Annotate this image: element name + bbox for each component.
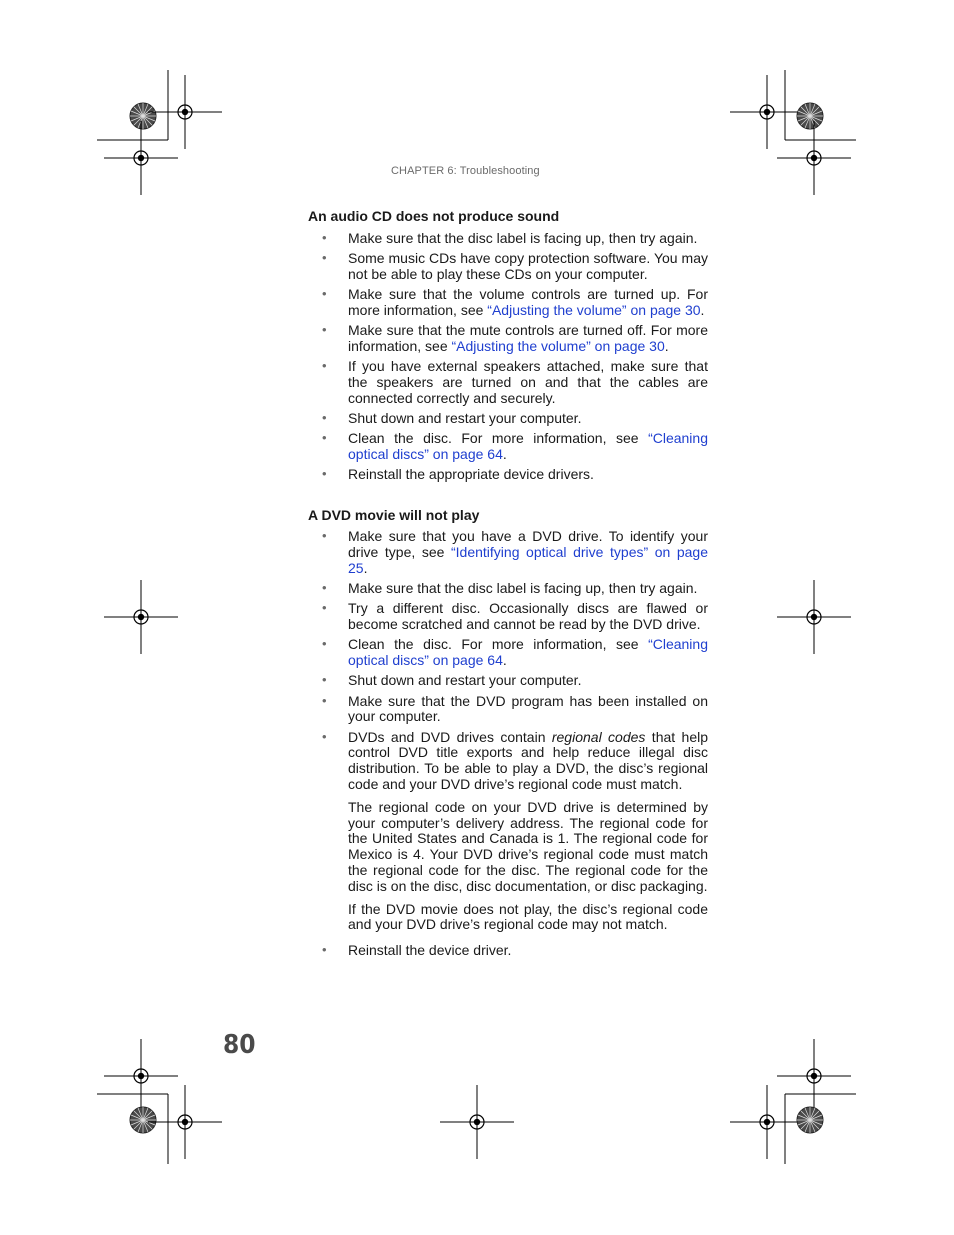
audio-cd-list (308, 231, 708, 483)
list-item: • Shut down and restart your computer. (322, 409, 582, 426)
xref-link-cleaning-discs[interactable]: “Cleaning optical discs” on page 64 (348, 429, 708, 462)
bullet-icon: • (322, 285, 327, 301)
list-item: • Some music CDs have copy protection software. You may not be able to play these CDs on your computer. (322, 249, 708, 282)
xref-link-adjusting-volume[interactable]: “Adjusting the volume” on page 30 (451, 337, 665, 354)
bullet-icon: • (322, 528, 327, 544)
bullet-icon: • (322, 229, 327, 245)
bullet-icon: • (322, 357, 327, 373)
running-header: CHAPTER 6: Troubleshooting (391, 165, 540, 177)
list-item: • Make sure that the disc label is facing up, then try again. (322, 580, 698, 597)
list-item: • Make sure that the disc label is facing up, then try again. (322, 229, 698, 246)
list-item: • Make sure that the volume controls are turned up. For more information, see “Adjusting the volume” on page 30. (322, 285, 708, 318)
bullet-icon: • (322, 728, 327, 744)
xref-link-drive-types[interactable]: “Identifying optical drive types” on page 25 (348, 544, 709, 577)
list-item: • Make sure that the DVD program has been installed on your computer. (322, 692, 708, 725)
bullet-icon: • (322, 409, 327, 425)
bullet-icon: • (322, 321, 327, 337)
regional-code-paragraph: The regional code on your DVD drive is determined by your computer’s delivery address. The regional code for the United States and Canada is 1. The regional code for Mexico is 4. Your DVD drive’s regional code must match the regional code for the disc. The regional code for the disc is on the disc, disc documentation, or disc packaging. (348, 798, 708, 894)
section-heading-dvd: A DVD movie will not play (308, 506, 480, 523)
bullet-icon: • (322, 692, 327, 708)
bullet-icon: • (322, 636, 327, 652)
list-item: • Make sure that the mute controls are turned off. For more information, see “Adjusting the volume” on page 30. (322, 321, 708, 354)
list-item: • Make sure that you have a DVD drive. To identify your drive type, see “Identifying optical drive types” on page 25. (322, 528, 709, 577)
list-item: • If you have external speakers attached, make sure that the speakers are turned on and that the cables are connected correctly and securely. (322, 357, 708, 406)
bullet-icon: • (322, 465, 327, 481)
bullet-icon: • (322, 429, 327, 445)
xref-link-adjusting-volume[interactable]: “Adjusting the volume” on page 30 (487, 301, 701, 318)
list-item: • Clean the disc. For more information, see “Cleaning optical discs” on page 64. (322, 636, 708, 669)
xref-link-cleaning-discs[interactable]: “Cleaning optical discs” on page 64 (348, 636, 708, 669)
list-item-regional-codes: • DVDs and DVD drives contain regional codes that help control DVD title exports and help reduce illegal disc distribution. To be able to play a DVD, the disc’s regional code and your DVD drive’s regional code must match. The regional code on your DVD drive is determined by your computer’s delivery address. The regional code for the United States and Canada is 1. The regional code for Mexico is 4. Your DVD drive’s regional code must match the regional code for the disc. The regional code for the disc is on the disc, disc documentation, or disc packaging. If the DVD movie does not play, the disc’s regional code and your DVD drive’s regional code may not match. (322, 728, 708, 933)
list-item: • Clean the disc. For more information, see “Cleaning optical discs” on page 64. (322, 429, 708, 462)
list-item: • Try a different disc. Occasionally discs are flawed or become scratched and cannot be read by the DVD drive. (322, 600, 708, 633)
bullet-icon: • (322, 600, 327, 616)
list-item: • Shut down and restart your computer. (322, 672, 582, 689)
bullet-icon: • (322, 942, 327, 958)
dvd-list (308, 529, 708, 958)
section-heading-audio-cd: An audio CD does not produce sound (308, 208, 560, 224)
list-item: • Reinstall the device driver. (322, 942, 512, 959)
regional-mismatch-paragraph: If the DVD movie does not play, the disc’s regional code and your DVD drive’s regional code may not match. (348, 900, 708, 933)
bullet-icon: • (322, 249, 327, 265)
bullet-icon: • (322, 580, 327, 596)
page-number: 80 (223, 1030, 256, 1060)
list-item: • Reinstall the appropriate device drivers. (322, 465, 594, 482)
bullet-icon: • (322, 672, 327, 688)
page-content (308, 209, 708, 963)
